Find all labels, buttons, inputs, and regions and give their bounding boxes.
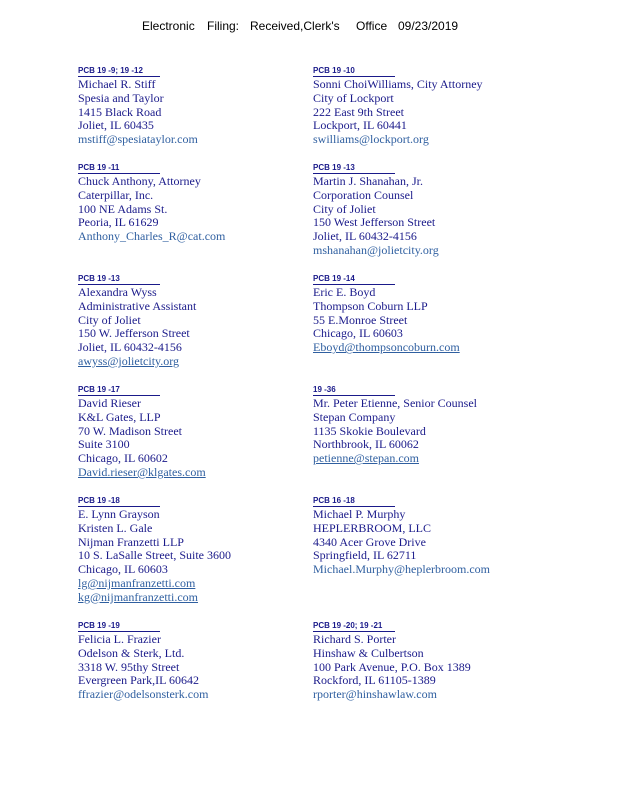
- organization: Spesia and Taylor: [78, 90, 164, 105]
- service-entry: [78, 60, 348, 147]
- email-link[interactable]: lg@nijmanfranzetti.com: [78, 575, 196, 590]
- email-link[interactable]: swilliams@lockport.org: [313, 132, 429, 147]
- city-line: Joliet, IL 60432-4156: [78, 340, 182, 355]
- city-line: Joliet, IL 60435: [78, 118, 154, 133]
- email-link[interactable]: Anthony_Charles_R@cat.com: [78, 229, 226, 244]
- service-entry: [78, 490, 348, 605]
- address-line: 150 West Jefferson Street: [313, 215, 436, 230]
- service-entry: [313, 615, 583, 702]
- service-entry: [78, 157, 348, 244]
- email-link[interactable]: Michael.Murphy@heplerbroom.com: [313, 562, 491, 577]
- name: Michael P. Murphy: [313, 507, 406, 521]
- case-tag: PCB 19 -17: [78, 385, 160, 396]
- case-tag: PCB 19 -18: [78, 496, 160, 507]
- name: Kristen L. Gale: [78, 520, 153, 535]
- name: E. Lynn Grayson: [78, 507, 160, 521]
- email-link[interactable]: David.rieser@klgates.com: [78, 464, 206, 479]
- stamp-word-received: Received,Clerk's: [250, 19, 340, 33]
- address-line: 222 East 9th Street: [313, 104, 404, 119]
- suite-line: Suite 3100: [78, 437, 130, 452]
- name: Chuck Anthony, Attorney: [78, 174, 201, 188]
- email-link[interactable]: mshanahan@jolietcity.org: [313, 242, 439, 257]
- name: Mr. Peter Etienne, Senior Counsel: [313, 396, 477, 410]
- case-tag: PCB 19 -20; 19 -21: [313, 621, 395, 632]
- email-link[interactable]: Eboyd@thompsoncoburn.com: [313, 340, 460, 355]
- service-entry: [313, 490, 583, 577]
- organization: Odelson & Sterk, Ltd.: [78, 645, 185, 660]
- case-tag: 19 -36: [313, 385, 395, 396]
- case-tag: PCB 19 -19: [78, 621, 160, 632]
- address-line: 55 E.Monroe Street: [313, 312, 408, 327]
- title-line: Corporation Counsel: [313, 187, 414, 202]
- service-entry: [313, 268, 583, 355]
- address-line: 1415 Black Road: [78, 104, 162, 119]
- organization: Caterpillar, Inc.: [78, 187, 154, 202]
- case-tag: PCB 19 -14: [313, 274, 395, 285]
- organization: City of Joliet: [313, 201, 376, 216]
- organization: Nijman Franzetti LLP: [78, 534, 184, 549]
- city-line: Lockport, IL 60441: [313, 118, 407, 133]
- stamp-word-office: Office: [356, 19, 388, 33]
- name: Richard S. Porter: [313, 632, 396, 646]
- organization: Hinshaw & Culbertson: [313, 645, 424, 660]
- organization: City of Lockport: [313, 90, 394, 105]
- address-line: 1135 Skokie Boulevard: [313, 423, 426, 438]
- city-line: Chicago, IL 60602: [78, 451, 168, 466]
- name: Martin J. Shanahan, Jr.: [313, 174, 423, 188]
- service-entry: [313, 379, 583, 466]
- email-link[interactable]: kg@nijmanfranzetti.com: [78, 589, 199, 604]
- case-tag: PCB 19 -9; 19 -12: [78, 66, 160, 77]
- service-entry: [78, 615, 348, 702]
- city-line: Northbrook, IL 60062: [313, 437, 419, 452]
- email-link[interactable]: awyss@jolietcity.org: [78, 353, 180, 368]
- name: Sonni ChoiWilliams, City Attorney: [313, 77, 483, 91]
- organization: City of Joliet: [78, 312, 141, 327]
- name: Michael R. Stiff: [78, 77, 156, 91]
- case-tag: PCB 19 -10: [313, 66, 395, 77]
- address-line: 100 Park Avenue, P.O. Box 1389: [313, 659, 471, 674]
- email-link[interactable]: ffrazier@odelsonsterk.com: [78, 687, 209, 702]
- city-line: Peoria, IL 61629: [78, 215, 159, 230]
- address-line: 100 NE Adams St.: [78, 201, 168, 216]
- name: Felicia L. Frazier: [78, 632, 161, 646]
- city-line: Rockford, IL 61105-1389: [313, 673, 436, 688]
- case-tag: PCB 19 -11: [78, 163, 160, 174]
- address-line: 10 S. LaSalle Street, Suite 3600: [78, 548, 231, 563]
- case-tag: PCB 16 -18: [313, 496, 395, 507]
- name: Alexandra Wyss: [78, 285, 157, 299]
- organization: Stepan Company: [313, 409, 396, 424]
- organization: HEPLERBROOM, LLC: [313, 520, 432, 535]
- email-link[interactable]: mstiff@spesiataylor.com: [78, 132, 198, 147]
- service-entry: [78, 268, 348, 369]
- city-line: Joliet, IL 60432-4156: [313, 229, 417, 244]
- email-link[interactable]: petienne@stepan.com: [313, 451, 420, 466]
- service-entry: [313, 157, 583, 258]
- stamp-word-filing: Filing:: [207, 19, 240, 33]
- city-line: Springfield, IL 62711: [313, 548, 417, 563]
- case-tag: PCB 19 -13: [313, 163, 395, 174]
- address-line: 4340 Acer Grove Drive: [313, 534, 426, 549]
- name: David Rieser: [78, 396, 141, 410]
- city-line: Chicago, IL 60603: [78, 562, 168, 577]
- stamp-date: 09/23/2019: [398, 19, 459, 33]
- email-link[interactable]: rporter@hinshawlaw.com: [313, 687, 437, 702]
- city-line: Chicago, IL 60603: [313, 326, 403, 341]
- stamp-word-electronic: Electronic: [142, 19, 195, 33]
- city-line: Evergreen Park,IL 60642: [78, 673, 199, 688]
- organization: K&L Gates, LLP: [78, 409, 161, 424]
- name: Eric E. Boyd: [313, 285, 376, 299]
- address-line: 150 W. Jefferson Street: [78, 326, 190, 341]
- service-entry: [313, 60, 583, 147]
- case-tag: PCB 19 -13: [78, 274, 160, 285]
- address-line: 3318 W. 95thy Street: [78, 659, 180, 674]
- service-entry: [78, 379, 348, 480]
- organization: Thompson Coburn LLP: [313, 298, 428, 313]
- title-line: Administrative Assistant: [78, 298, 197, 313]
- address-line: 70 W. Madison Street: [78, 423, 182, 438]
